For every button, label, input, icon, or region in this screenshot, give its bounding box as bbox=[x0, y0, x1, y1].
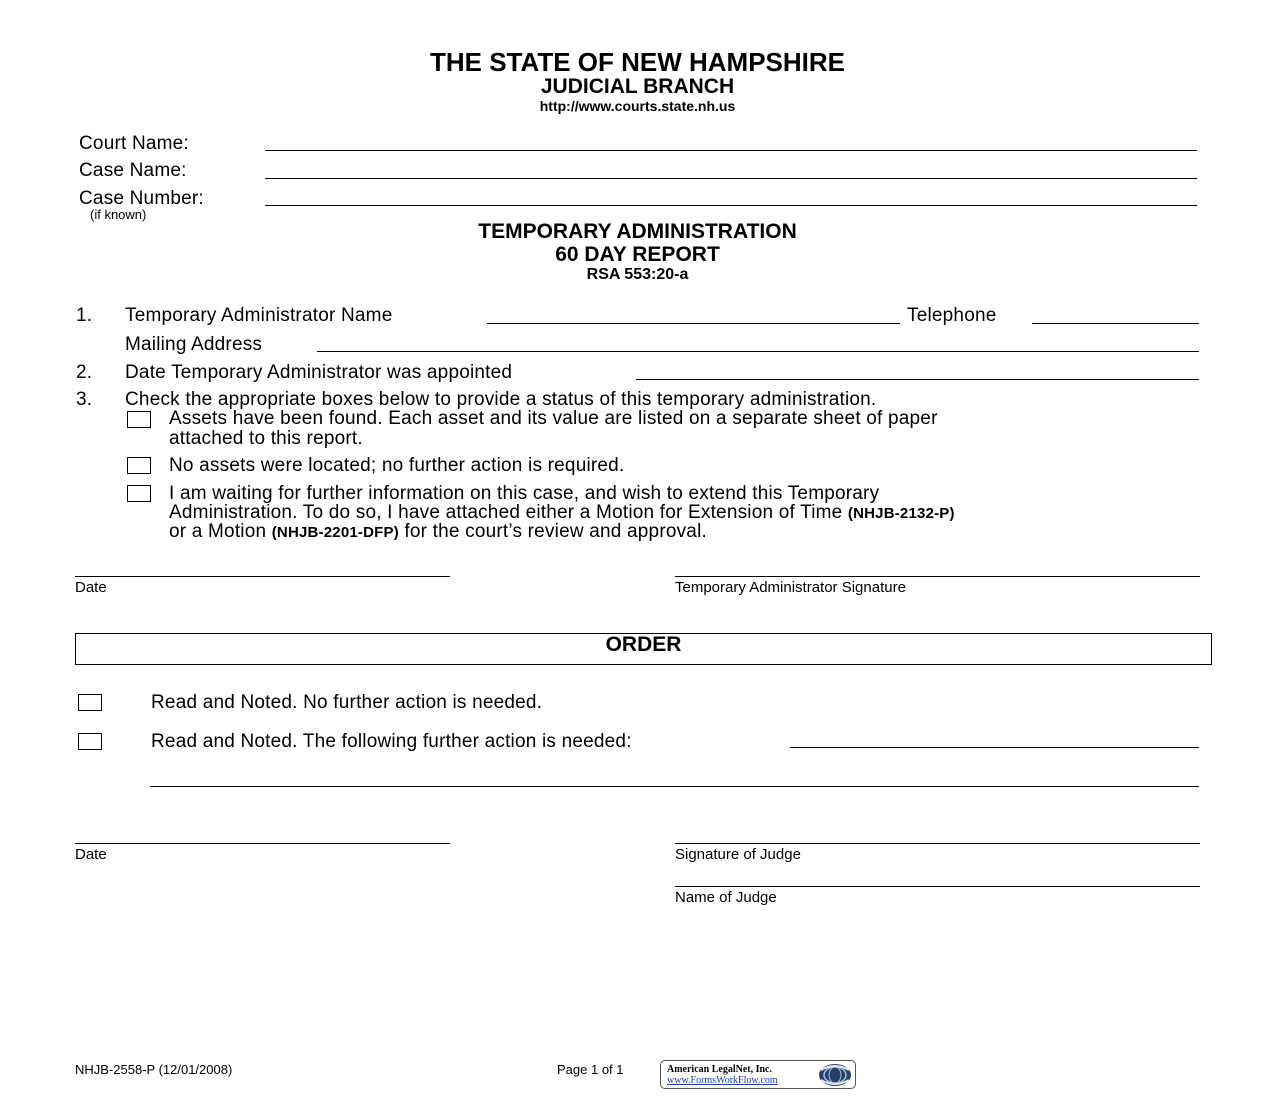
extend-text-motion: or a Motion bbox=[169, 521, 272, 542]
no-assets-text: No assets were located; no further action is required. bbox=[169, 455, 625, 476]
judge-name-label: Name of Judge bbox=[675, 889, 777, 906]
extend-text-end bbox=[169, 521, 707, 543]
page-number: Page 1 of 1 bbox=[557, 1062, 624, 1077]
assets-found-checkbox[interactable] bbox=[127, 411, 151, 428]
extend-text-review: for the court’s review and approval. bbox=[398, 521, 707, 542]
admin-date-label: Date bbox=[75, 579, 107, 596]
telephone-label: Telephone bbox=[907, 305, 997, 326]
check-instructions: Check the appropriate boxes below to provide a status of this temporary administration. bbox=[125, 389, 877, 410]
mailing-address-label: Mailing Address bbox=[125, 334, 263, 355]
item-1-number: 1. bbox=[76, 305, 93, 326]
motion-extension-code: (NHJB-2132-P) bbox=[847, 505, 955, 522]
telephone-field[interactable] bbox=[1032, 323, 1199, 324]
legalnet-logo[interactable] bbox=[660, 1060, 856, 1089]
court-name-field[interactable] bbox=[265, 150, 1197, 151]
no-assets-checkbox[interactable] bbox=[127, 457, 151, 474]
case-number-label: Case Number: bbox=[79, 188, 204, 209]
form-id: NHJB-2558-P (12/01/2008) bbox=[75, 1062, 233, 1077]
further-action-field[interactable] bbox=[790, 747, 1199, 748]
admin-signature-label: Temporary Administrator Signature bbox=[675, 579, 906, 596]
courts-url: http://www.courts.state.nh.us bbox=[539, 98, 736, 114]
item-2-number: 2. bbox=[76, 362, 93, 383]
case-name-field[interactable] bbox=[265, 178, 1197, 179]
assets-found-text: Assets have been found. Each asset and its value are listed on a separate sheet of paper bbox=[169, 408, 938, 429]
logo-url[interactable]: www.FormsWorkFlow.com bbox=[667, 1075, 778, 1086]
logo-company-name: American LegalNet, Inc. bbox=[667, 1064, 772, 1075]
order-further-action-text: Read and Noted. The following further action is needed: bbox=[151, 731, 632, 752]
branch-title: JUDICIAL BRANCH bbox=[540, 75, 735, 98]
judge-signature-line[interactable] bbox=[675, 843, 1200, 844]
court-name-label: Court Name: bbox=[79, 133, 189, 154]
admin-name-field[interactable] bbox=[487, 323, 900, 324]
date-appointed-label: Date Temporary Administrator was appointed bbox=[125, 362, 513, 383]
judge-name-line[interactable] bbox=[675, 886, 1200, 887]
form-title: TEMPORARY ADMINISTRATION bbox=[478, 220, 797, 243]
form-subtitle: 60 DAY REPORT bbox=[555, 243, 720, 266]
globe-icon bbox=[817, 1062, 853, 1088]
if-known-note: (if known) bbox=[90, 207, 147, 222]
rsa-reference: RSA 553:20-a bbox=[586, 266, 689, 283]
case-number-field[interactable] bbox=[265, 205, 1197, 206]
assets-found-text-cont: attached to this report. bbox=[169, 428, 363, 449]
order-title: ORDER bbox=[605, 633, 682, 656]
mailing-address-field[interactable] bbox=[317, 351, 1199, 352]
motion-code: (NHJB-2201-DFP) bbox=[271, 524, 399, 541]
order-date-line[interactable] bbox=[75, 843, 450, 844]
judge-signature-label: Signature of Judge bbox=[675, 846, 801, 863]
date-appointed-field[interactable] bbox=[636, 379, 1199, 380]
order-no-action-text: Read and Noted. No further action is needed. bbox=[151, 692, 543, 713]
extend-checkbox[interactable] bbox=[127, 485, 151, 502]
case-name-label: Case Name: bbox=[79, 160, 187, 181]
state-title: THE STATE OF NEW HAMPSHIRE bbox=[429, 47, 846, 77]
order-date-label: Date bbox=[75, 846, 107, 863]
admin-signature-line[interactable] bbox=[675, 576, 1200, 577]
order-further-action-checkbox[interactable] bbox=[78, 733, 102, 750]
admin-date-line[interactable] bbox=[75, 576, 450, 577]
admin-name-label: Temporary Administrator Name bbox=[125, 305, 393, 326]
order-no-action-checkbox[interactable] bbox=[78, 694, 102, 711]
extend-text-part: Administration. To do so, I have attached either a Motion for Extension of Time bbox=[169, 502, 848, 523]
extend-text: I am waiting for further information on this case, and wish to extend this Temporary bbox=[169, 483, 880, 504]
further-action-field-line2[interactable] bbox=[150, 786, 1199, 787]
item-3-number: 3. bbox=[76, 389, 93, 410]
